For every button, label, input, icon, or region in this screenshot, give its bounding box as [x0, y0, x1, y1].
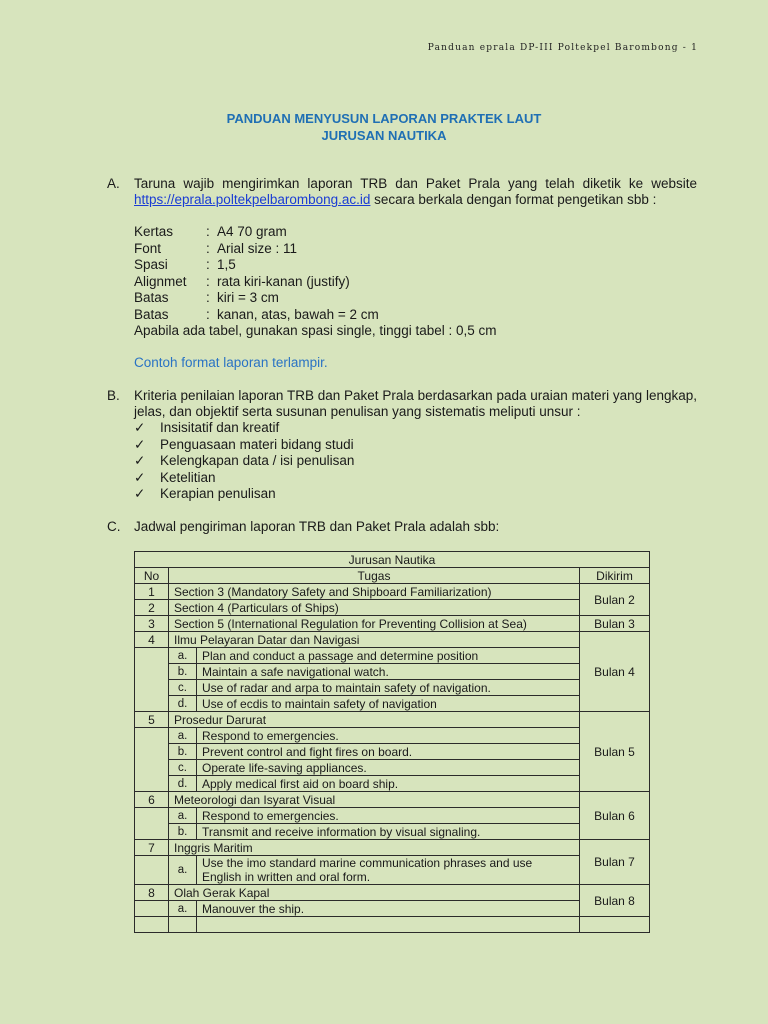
spec-key: Batas: [134, 306, 169, 322]
checkmark-icon: ✓: [134, 486, 146, 501]
spec-colon: :: [206, 224, 210, 239]
header-no: No: [135, 568, 169, 584]
section-c-letter: C.: [107, 519, 121, 534]
section-b-letter: B.: [107, 388, 120, 403]
criteria-label: Insisitatif dan kreatif: [160, 420, 280, 435]
section-a-intro: Taruna wajib mengirimkan laporan TRB dan Paket Prala yang telah diketik ke website: [134, 176, 697, 191]
sub-task: Prevent control and fight fires on board.: [197, 744, 580, 760]
row-sent: Bulan 3: [580, 616, 650, 632]
table-caption: Jurusan Nautika: [135, 552, 650, 568]
table-row: [135, 616, 650, 632]
row-sent: Bulan 4: [580, 632, 650, 712]
spec-row-font: [134, 241, 497, 258]
empty-cell: [135, 917, 169, 933]
spec-row-alignmet: [134, 274, 497, 291]
row-task: Ilmu Pelayaran Datar dan Navigasi: [169, 632, 580, 648]
criteria-list: [134, 420, 354, 503]
section-a-letter: A.: [107, 176, 120, 191]
row-task: Inggris Maritim: [169, 840, 580, 856]
row-sent: Bulan 7: [580, 840, 650, 885]
sub-row: [135, 856, 650, 885]
sub-row: [135, 744, 650, 760]
table-row: [135, 600, 650, 616]
sub-letter: c.: [169, 760, 197, 776]
empty-cell: [135, 728, 169, 792]
spec-key: Alignmet: [134, 273, 187, 289]
sub-task: Respond to emergencies.: [197, 808, 580, 824]
sub-row: [135, 696, 650, 712]
sub-letter: b.: [169, 664, 197, 680]
table-row: [135, 885, 650, 901]
empty-cell: [197, 917, 580, 933]
checkmark-icon: ✓: [134, 436, 146, 452]
row-no: 7: [135, 840, 169, 856]
eprala-website-link[interactable]: https://eprala.poltekpelbarombong.ac.id: [134, 192, 371, 207]
format-note: Contoh format laporan terlampir.: [134, 355, 328, 370]
section-c: [107, 519, 697, 535]
row-no: 4: [135, 632, 169, 648]
sub-row: [135, 824, 650, 840]
empty-cell: [580, 917, 650, 933]
section-a-outro: secara berkala dengan format pengetikan sbb :: [370, 192, 657, 207]
spec-key: Batas: [134, 290, 169, 305]
row-task: Section 3 (Mandatory Safety and Shipboard Familiarization): [169, 584, 580, 600]
spec-value: kiri = 3 cm: [217, 290, 279, 305]
checkmark-icon: ✓: [134, 469, 146, 485]
section-a: [107, 176, 697, 208]
criteria-label: Kelengkapan data / isi penulisan: [160, 453, 355, 468]
spec-key: Spasi: [134, 257, 168, 272]
row-no: 6: [135, 792, 169, 808]
spec-key: Kertas: [134, 224, 174, 239]
sub-task: Use the imo standard marine communication phrases and use English in written and oral form.: [197, 856, 580, 885]
criteria-item: [134, 453, 354, 470]
sub-row: [135, 808, 650, 824]
spec-colon: :: [206, 273, 210, 289]
sub-letter: d.: [169, 776, 197, 792]
spec-value: A4 70 gram: [217, 224, 287, 239]
spec-key: Font: [134, 240, 162, 256]
sub-task: Apply medical first aid on board ship.: [197, 776, 580, 792]
sub-letter: a.: [169, 856, 197, 885]
page-subtitle: JURUSAN NAUTIKA: [321, 128, 447, 143]
sub-task: Use of radar and arpa to maintain safety of navigation.: [197, 680, 580, 696]
sub-task: Maintain a safe navigational watch.: [197, 664, 580, 680]
header-task: Tugas: [169, 568, 580, 584]
row-no: 5: [135, 712, 169, 728]
spec-value: Arial size : 11: [217, 240, 298, 256]
sub-row: [135, 760, 650, 776]
spec-colon: :: [206, 290, 210, 305]
sub-letter: d.: [169, 696, 197, 712]
row-sent: Bulan 6: [580, 792, 650, 840]
row-sent: Bulan 2: [580, 584, 650, 616]
sub-letter: b.: [169, 824, 197, 840]
checkmark-icon: ✓: [134, 453, 146, 468]
table-row: [135, 840, 650, 856]
sub-task: Plan and conduct a passage and determine position: [197, 648, 580, 664]
table-note: Apabila ada tabel, gunakan spasi single, tinggi tabel : 0,5 cm: [134, 323, 497, 338]
row-task: Section 4 (Particulars of Ships): [169, 600, 580, 616]
sub-letter: a.: [169, 901, 197, 917]
sub-letter: a.: [169, 808, 197, 824]
section-b: [107, 388, 697, 420]
header-sent: Dikirim: [580, 568, 650, 584]
empty-cell: [135, 808, 169, 840]
criteria-item: [134, 470, 354, 487]
table-row: [135, 584, 650, 600]
table-row: [135, 712, 650, 728]
criteria-item: [134, 486, 354, 503]
page-title: PANDUAN MENYUSUN LAPORAN PRAKTEK LAUT: [226, 111, 542, 126]
empty-cell: [135, 901, 169, 917]
sub-row: [135, 901, 650, 917]
empty-row: [135, 917, 650, 933]
sub-task: Use of ecdis to maintain safety of navigation: [197, 696, 580, 712]
page-header: Panduan eprala DP-III Poltekpel Barombong - 1: [427, 43, 698, 53]
sub-task: Respond to emergencies.: [197, 728, 580, 744]
sub-letter: c.: [169, 680, 197, 696]
sub-task: Transmit and receive information by visual signaling.: [197, 824, 580, 840]
row-no: 3: [135, 616, 169, 632]
spec-row-batas-kiri: [134, 290, 497, 307]
sub-row: [135, 648, 650, 664]
sub-task: Manouver the ship.: [197, 901, 580, 917]
table-header-row: [135, 568, 650, 584]
spec-value: 1,5: [217, 257, 236, 272]
spec-value: kanan, atas, bawah = 2 cm: [217, 306, 379, 322]
row-no: 2: [135, 600, 169, 616]
row-sent: Bulan 5: [580, 712, 650, 792]
empty-cell: [135, 856, 169, 885]
sub-letter: a.: [169, 728, 197, 744]
spec-colon: :: [206, 306, 210, 322]
table-row: [135, 632, 650, 648]
sub-row: [135, 776, 650, 792]
criteria-label: Ketelitian: [160, 469, 216, 485]
sub-row: [135, 664, 650, 680]
section-a-text: [134, 176, 697, 208]
row-task: Meteorologi dan Isyarat Visual: [169, 792, 580, 808]
section-b-text: Kriteria penilaian laporan TRB dan Paket Prala berdasarkan pada uraian materi yang lengkap, jelas, dan objektif serta susunan penulisan yang sistematis meliputi unsur :: [134, 388, 697, 419]
spec-value: rata kiri-kanan (justify): [217, 273, 350, 289]
criteria-item: [134, 420, 354, 437]
sub-row: [135, 680, 650, 696]
section-c-text: Jadwal pengiriman laporan TRB dan Paket Prala adalah sbb:: [134, 519, 500, 534]
row-sent: Bulan 8: [580, 885, 650, 917]
empty-cell: [169, 917, 197, 933]
schedule-table: [134, 551, 650, 933]
format-specs: [134, 224, 497, 340]
criteria-label: Kerapian penulisan: [160, 486, 276, 501]
sub-row: [135, 728, 650, 744]
table-row: [135, 792, 650, 808]
row-no: 8: [135, 885, 169, 901]
sub-task: Operate life-saving appliances.: [197, 760, 580, 776]
spec-colon: :: [206, 257, 210, 272]
empty-cell: [135, 648, 169, 712]
checkmark-icon: ✓: [134, 420, 146, 435]
spec-row-batas-lain: [134, 307, 497, 324]
spec-colon: :: [206, 240, 210, 256]
criteria-label: Penguasaan materi bidang studi: [160, 436, 354, 452]
row-task: Prosedur Darurat: [169, 712, 580, 728]
row-task: Olah Gerak Kapal: [169, 885, 580, 901]
criteria-item: [134, 437, 354, 454]
sub-letter: b.: [169, 744, 197, 760]
sub-letter: a.: [169, 648, 197, 664]
spec-row-spasi: [134, 257, 497, 274]
row-no: 1: [135, 584, 169, 600]
row-task: Section 5 (International Regulation for Preventing Collision at Sea): [169, 616, 580, 632]
spec-row-kertas: [134, 224, 497, 241]
